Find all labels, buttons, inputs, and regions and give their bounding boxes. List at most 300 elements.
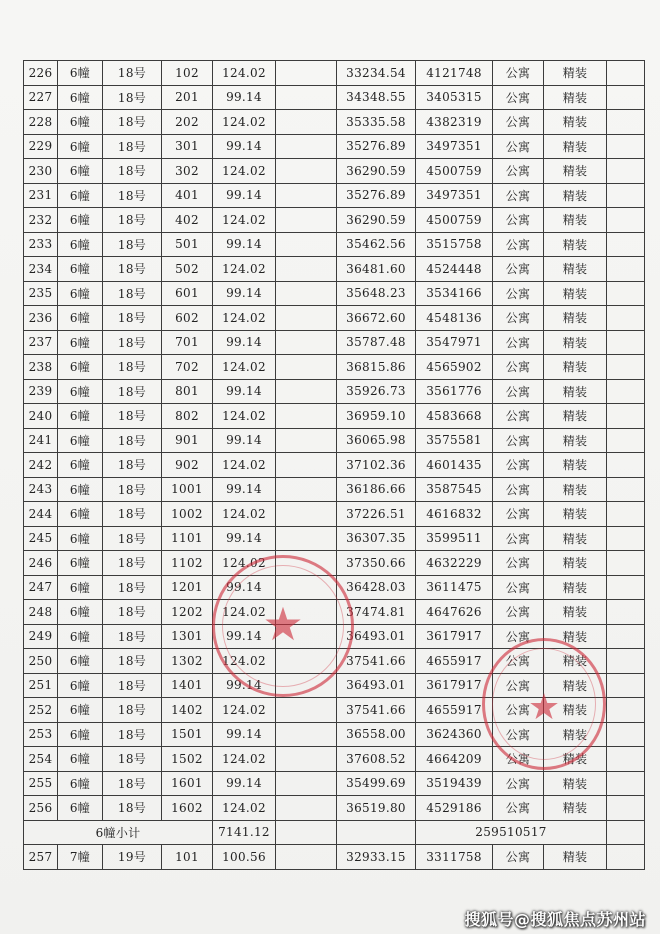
cell-room-number: 1401 xyxy=(162,673,213,698)
cell-building: 6幢 xyxy=(58,61,103,86)
cell-building: 6幢 xyxy=(58,698,103,723)
cell-blank-column xyxy=(607,502,645,527)
cell-unit-price: 37474.81 xyxy=(337,600,416,625)
cell-unit-price: 36481.60 xyxy=(337,257,416,282)
cell-unit: 18号 xyxy=(103,134,162,159)
table-row xyxy=(24,183,645,208)
cell-room-number: 1601 xyxy=(162,771,213,796)
table-row xyxy=(24,477,645,502)
cell-building: 6幢 xyxy=(58,722,103,747)
cell-unit-price: 36428.03 xyxy=(337,575,416,600)
cell-row-number: 232 xyxy=(24,208,58,233)
cell-decoration: 精装 xyxy=(544,698,607,723)
cell-blank-column xyxy=(276,306,337,331)
cell-room-number: 301 xyxy=(162,134,213,159)
cell-total-price: 4500759 xyxy=(416,159,493,184)
cell-blank-column xyxy=(276,624,337,649)
cell-blank-column xyxy=(276,673,337,698)
cell-blank-column xyxy=(276,404,337,429)
cell-blank-column xyxy=(607,355,645,380)
cell-area: 124.02 xyxy=(213,649,276,674)
cell-property-type: 公寓 xyxy=(493,453,544,478)
cell-blank-column xyxy=(276,845,337,870)
cell-decoration: 精装 xyxy=(544,526,607,551)
cell-row-number: 239 xyxy=(24,379,58,404)
cell-unit: 18号 xyxy=(103,281,162,306)
cell-row-number: 228 xyxy=(24,110,58,135)
cell-unit: 18号 xyxy=(103,428,162,453)
cell-area: 124.02 xyxy=(213,453,276,478)
cell-row-number: 226 xyxy=(24,61,58,86)
cell-total-price: 3497351 xyxy=(416,183,493,208)
cell-area: 124.02 xyxy=(213,404,276,429)
cell-property-type: 公寓 xyxy=(493,208,544,233)
cell-property-type: 公寓 xyxy=(493,673,544,698)
cell-building: 6幢 xyxy=(58,208,103,233)
cell-unit: 18号 xyxy=(103,649,162,674)
cell-decoration: 精装 xyxy=(544,796,607,821)
cell-decoration: 精装 xyxy=(544,208,607,233)
cell-unit: 18号 xyxy=(103,404,162,429)
cell-building: 6幢 xyxy=(58,85,103,110)
cell-blank-column xyxy=(276,330,337,355)
cell-unit-price: 36290.59 xyxy=(337,159,416,184)
cell-row-number: 238 xyxy=(24,355,58,380)
table-row xyxy=(24,281,645,306)
cell-building: 6幢 xyxy=(58,330,103,355)
cell-unit: 18号 xyxy=(103,747,162,772)
cell-row-number: 227 xyxy=(24,85,58,110)
cell-total-price: 3561776 xyxy=(416,379,493,404)
cell-blank-column xyxy=(276,551,337,576)
subtotal-price xyxy=(337,820,416,845)
cell-blank-column xyxy=(607,649,645,674)
table-row xyxy=(24,134,645,159)
cell-total-price: 3547971 xyxy=(416,330,493,355)
cell-total-price: 3575581 xyxy=(416,428,493,453)
cell-blank-column xyxy=(276,281,337,306)
cell-property-type: 公寓 xyxy=(493,845,544,870)
cell-unit: 18号 xyxy=(103,673,162,698)
cell-room-number: 1301 xyxy=(162,624,213,649)
seal-star-icon: ★ xyxy=(527,687,561,728)
cell-decoration: 精装 xyxy=(544,355,607,380)
cell-room-number: 201 xyxy=(162,85,213,110)
cell-total-price: 4655917 xyxy=(416,649,493,674)
cell-property-type: 公寓 xyxy=(493,428,544,453)
cell-decoration: 精装 xyxy=(544,551,607,576)
cell-total-price: 4664209 xyxy=(416,747,493,772)
cell-property-type: 公寓 xyxy=(493,257,544,282)
cell-area: 99.14 xyxy=(213,575,276,600)
cell-row-number: 229 xyxy=(24,134,58,159)
cell-property-type: 公寓 xyxy=(493,796,544,821)
cell-property-type: 公寓 xyxy=(493,600,544,625)
cell-room-number: 601 xyxy=(162,281,213,306)
cell-unit-price: 34348.55 xyxy=(337,85,416,110)
cell-decoration: 精装 xyxy=(544,183,607,208)
cell-property-type: 公寓 xyxy=(493,379,544,404)
cell-blank-column xyxy=(607,208,645,233)
cell-blank-column xyxy=(607,747,645,772)
cell-building: 6幢 xyxy=(58,624,103,649)
cell-unit: 18号 xyxy=(103,85,162,110)
cell-total-price: 3587545 xyxy=(416,477,493,502)
cell-decoration: 精装 xyxy=(544,502,607,527)
cell-blank-column xyxy=(276,257,337,282)
subtotal-total: 259510517 xyxy=(416,820,607,845)
cell-unit-price: 36672.60 xyxy=(337,306,416,331)
cell-building: 6幢 xyxy=(58,649,103,674)
cell-room-number: 502 xyxy=(162,257,213,282)
table-row xyxy=(24,428,645,453)
cell-decoration: 精装 xyxy=(544,747,607,772)
table-row xyxy=(24,404,645,429)
cell-property-type: 公寓 xyxy=(493,747,544,772)
cell-area: 99.14 xyxy=(213,771,276,796)
cell-decoration: 精装 xyxy=(544,306,607,331)
cell-area: 99.14 xyxy=(213,624,276,649)
cell-unit-price: 36959.10 xyxy=(337,404,416,429)
cell-room-number: 401 xyxy=(162,183,213,208)
cell-decoration: 精装 xyxy=(544,85,607,110)
cell-row-number: 252 xyxy=(24,698,58,723)
cell-property-type: 公寓 xyxy=(493,306,544,331)
cell-blank-column xyxy=(607,404,645,429)
cell-room-number: 1501 xyxy=(162,722,213,747)
cell-unit-price: 35462.56 xyxy=(337,232,416,257)
cell-unit-price: 36815.86 xyxy=(337,355,416,380)
cell-total-price: 3617917 xyxy=(416,673,493,698)
cell-row-number: 234 xyxy=(24,257,58,282)
cell-blank-column xyxy=(276,61,337,86)
cell-unit: 18号 xyxy=(103,600,162,625)
cell-blank-column xyxy=(276,355,337,380)
cell-row-number: 245 xyxy=(24,526,58,551)
cell-building: 6幢 xyxy=(58,379,103,404)
cell-room-number: 1602 xyxy=(162,796,213,821)
cell-unit-price: 37541.66 xyxy=(337,649,416,674)
cell-property-type: 公寓 xyxy=(493,330,544,355)
cell-area: 124.02 xyxy=(213,159,276,184)
table-row xyxy=(24,232,645,257)
cell-building: 6幢 xyxy=(58,551,103,576)
cell-blank-column xyxy=(276,796,337,821)
cell-area: 99.14 xyxy=(213,232,276,257)
cell-decoration: 精装 xyxy=(544,61,607,86)
cell-room-number: 701 xyxy=(162,330,213,355)
cell-room-number: 1101 xyxy=(162,526,213,551)
cell-building: 6幢 xyxy=(58,232,103,257)
cell-property-type: 公寓 xyxy=(493,551,544,576)
table-row xyxy=(24,159,645,184)
cell-total-price: 4121748 xyxy=(416,61,493,86)
table-row xyxy=(24,698,645,723)
cell-blank-column xyxy=(607,110,645,135)
cell-unit-price: 36307.35 xyxy=(337,526,416,551)
table-row xyxy=(24,379,645,404)
table-row xyxy=(24,796,645,821)
cell-unit-price: 37226.51 xyxy=(337,502,416,527)
cell-decoration: 精装 xyxy=(544,404,607,429)
cell-total-price: 4655917 xyxy=(416,698,493,723)
cell-room-number: 102 xyxy=(162,61,213,86)
cell-blank-column xyxy=(607,698,645,723)
cell-unit: 18号 xyxy=(103,355,162,380)
cell-unit-price: 36493.01 xyxy=(337,624,416,649)
cell-unit-price: 32933.15 xyxy=(337,845,416,870)
cell-area: 99.14 xyxy=(213,477,276,502)
cell-area: 124.02 xyxy=(213,551,276,576)
cell-total-price: 4632229 xyxy=(416,551,493,576)
price-list-table xyxy=(23,60,645,870)
cell-unit: 18号 xyxy=(103,722,162,747)
seal-star-icon: ★ xyxy=(262,597,304,651)
cell-blank-column xyxy=(276,428,337,453)
table-row xyxy=(24,575,645,600)
cell-total-price: 4583668 xyxy=(416,404,493,429)
cell-room-number: 1001 xyxy=(162,477,213,502)
cell-unit: 18号 xyxy=(103,502,162,527)
cell-total-price: 4548136 xyxy=(416,306,493,331)
cell-blank-column xyxy=(276,649,337,674)
cell-decoration: 精装 xyxy=(544,771,607,796)
cell-blank-column xyxy=(276,575,337,600)
cell-building: 6幢 xyxy=(58,526,103,551)
cell-room-number: 302 xyxy=(162,159,213,184)
cell-area: 99.14 xyxy=(213,428,276,453)
cell-building: 6幢 xyxy=(58,110,103,135)
table-row xyxy=(24,61,645,86)
cell-decoration: 精装 xyxy=(544,134,607,159)
cell-building: 6幢 xyxy=(58,747,103,772)
cell-building: 6幢 xyxy=(58,306,103,331)
cell-area: 124.02 xyxy=(213,600,276,625)
table-row xyxy=(24,257,645,282)
cell-unit-price: 36065.98 xyxy=(337,428,416,453)
cell-unit: 18号 xyxy=(103,796,162,821)
cell-decoration: 精装 xyxy=(544,845,607,870)
table-row xyxy=(24,624,645,649)
cell-blank-column xyxy=(607,306,645,331)
cell-room-number: 1102 xyxy=(162,551,213,576)
cell-blank-column xyxy=(607,330,645,355)
cell-area: 100.56 xyxy=(213,845,276,870)
cell-room-number: 1402 xyxy=(162,698,213,723)
cell-unit-price: 36290.59 xyxy=(337,208,416,233)
table-row xyxy=(24,453,645,478)
cell-unit-price: 37102.36 xyxy=(337,453,416,478)
cell-blank-column xyxy=(276,477,337,502)
cell-decoration: 精装 xyxy=(544,330,607,355)
cell-room-number: 1201 xyxy=(162,575,213,600)
cell-unit-price: 35787.48 xyxy=(337,330,416,355)
cell-unit: 18号 xyxy=(103,61,162,86)
table-row xyxy=(24,85,645,110)
price-list-body xyxy=(24,61,645,870)
cell-area: 124.02 xyxy=(213,502,276,527)
cell-unit-price: 37350.66 xyxy=(337,551,416,576)
cell-blank-column xyxy=(276,232,337,257)
cell-area: 124.02 xyxy=(213,355,276,380)
cell-total-price: 3519439 xyxy=(416,771,493,796)
cell-property-type: 公寓 xyxy=(493,404,544,429)
cell-blank-column xyxy=(607,477,645,502)
cell-blank-column xyxy=(607,428,645,453)
cell-blank-column xyxy=(607,624,645,649)
cell-unit: 18号 xyxy=(103,477,162,502)
cell-total-price: 4382319 xyxy=(416,110,493,135)
cell-unit: 18号 xyxy=(103,159,162,184)
cell-blank-column xyxy=(276,110,337,135)
cell-unit: 18号 xyxy=(103,379,162,404)
cell-area: 99.14 xyxy=(213,526,276,551)
cell-unit-price: 35335.58 xyxy=(337,110,416,135)
cell-room-number: 101 xyxy=(162,845,213,870)
cell-unit-price: 35276.89 xyxy=(337,134,416,159)
cell-total-price: 3611475 xyxy=(416,575,493,600)
table-row xyxy=(24,526,645,551)
cell-total-price: 4565902 xyxy=(416,355,493,380)
cell-blank-column xyxy=(607,771,645,796)
cell-area: 124.02 xyxy=(213,306,276,331)
cell-row-number: 237 xyxy=(24,330,58,355)
cell-area: 124.02 xyxy=(213,61,276,86)
cell-property-type: 公寓 xyxy=(493,649,544,674)
cell-area: 99.14 xyxy=(213,134,276,159)
cell-room-number: 202 xyxy=(162,110,213,135)
cell-total-price: 3405315 xyxy=(416,85,493,110)
cell-room-number: 1502 xyxy=(162,747,213,772)
cell-blank-column xyxy=(276,747,337,772)
cell-area: 124.02 xyxy=(213,747,276,772)
table-row xyxy=(24,208,645,233)
cell-property-type: 公寓 xyxy=(493,526,544,551)
cell-unit: 18号 xyxy=(103,698,162,723)
cell-property-type: 公寓 xyxy=(493,61,544,86)
cell-row-number: 250 xyxy=(24,649,58,674)
cell-blank-column xyxy=(607,453,645,478)
cell-blank-column xyxy=(276,85,337,110)
cell-row-number: 231 xyxy=(24,183,58,208)
cell-blank-column xyxy=(276,771,337,796)
cell-decoration: 精装 xyxy=(544,257,607,282)
cell-blank-column xyxy=(607,526,645,551)
cell-unit: 18号 xyxy=(103,257,162,282)
cell-blank-column xyxy=(276,379,337,404)
cell-total-price: 4500759 xyxy=(416,208,493,233)
cell-total-price: 3497351 xyxy=(416,134,493,159)
table-row xyxy=(24,110,645,135)
cell-decoration: 精装 xyxy=(544,428,607,453)
cell-row-number: 240 xyxy=(24,404,58,429)
cell-property-type: 公寓 xyxy=(493,624,544,649)
table-row xyxy=(24,600,645,625)
cell-area: 99.14 xyxy=(213,673,276,698)
cell-blank-column xyxy=(276,502,337,527)
cell-property-type: 公寓 xyxy=(493,232,544,257)
cell-unit-price: 37608.52 xyxy=(337,747,416,772)
cell-building: 6幢 xyxy=(58,796,103,821)
cell-room-number: 901 xyxy=(162,428,213,453)
cell-decoration: 精装 xyxy=(544,232,607,257)
cell-unit-price: 35499.69 xyxy=(337,771,416,796)
cell-unit: 18号 xyxy=(103,208,162,233)
cell-blank-column xyxy=(607,575,645,600)
cell-blank-column xyxy=(607,722,645,747)
cell-building: 6幢 xyxy=(58,502,103,527)
cell-building: 6幢 xyxy=(58,477,103,502)
cell-blank-column xyxy=(607,379,645,404)
cell-unit-price: 36493.01 xyxy=(337,673,416,698)
cell-row-number: 243 xyxy=(24,477,58,502)
cell-blank-column xyxy=(276,526,337,551)
cell-property-type: 公寓 xyxy=(493,722,544,747)
cell-blank-column xyxy=(276,183,337,208)
cell-building: 6幢 xyxy=(58,257,103,282)
cell-unit-price: 36519.80 xyxy=(337,796,416,821)
cell-total-price: 3617917 xyxy=(416,624,493,649)
cell-decoration: 精装 xyxy=(544,649,607,674)
watermark-text: 搜狐号@搜狐焦点苏州站 xyxy=(464,910,646,929)
cell-building: 6幢 xyxy=(58,673,103,698)
cell-unit-price: 33234.54 xyxy=(337,61,416,86)
cell-blank-column xyxy=(607,232,645,257)
cell-unit: 18号 xyxy=(103,551,162,576)
cell-unit-price: 36558.00 xyxy=(337,722,416,747)
cell-unit-price: 36186.66 xyxy=(337,477,416,502)
cell-row-number: 233 xyxy=(24,232,58,257)
cell-unit: 18号 xyxy=(103,110,162,135)
cell-building: 6幢 xyxy=(58,134,103,159)
cell-blank-column xyxy=(276,698,337,723)
cell-blank-column xyxy=(276,208,337,233)
table-row xyxy=(24,673,645,698)
cell-decoration: 精装 xyxy=(544,624,607,649)
cell-row-number: 255 xyxy=(24,771,58,796)
cell-blank-column xyxy=(276,820,337,845)
table-row xyxy=(24,747,645,772)
cell-blank-column xyxy=(607,85,645,110)
cell-decoration: 精装 xyxy=(544,453,607,478)
cell-unit: 18号 xyxy=(103,453,162,478)
subtotal-area: 7141.12 xyxy=(213,820,276,845)
cell-decoration: 精装 xyxy=(544,159,607,184)
cell-decoration: 精装 xyxy=(544,477,607,502)
cell-row-number: 248 xyxy=(24,600,58,625)
cell-blank-column xyxy=(607,820,645,845)
table-row xyxy=(24,845,645,870)
cell-unit: 18号 xyxy=(103,183,162,208)
cell-building: 6幢 xyxy=(58,281,103,306)
cell-building: 6幢 xyxy=(58,404,103,429)
cell-total-price: 4616832 xyxy=(416,502,493,527)
cell-unit-price: 35276.89 xyxy=(337,183,416,208)
cell-total-price: 4647626 xyxy=(416,600,493,625)
cell-area: 124.02 xyxy=(213,110,276,135)
cell-total-price: 3534166 xyxy=(416,281,493,306)
cell-unit: 18号 xyxy=(103,232,162,257)
cell-total-price: 3599511 xyxy=(416,526,493,551)
cell-blank-column xyxy=(276,600,337,625)
cell-blank-column xyxy=(276,159,337,184)
cell-building: 6幢 xyxy=(58,355,103,380)
cell-decoration: 精装 xyxy=(544,575,607,600)
cell-blank-column xyxy=(276,722,337,747)
cell-room-number: 501 xyxy=(162,232,213,257)
cell-blank-column xyxy=(276,453,337,478)
cell-blank-column xyxy=(607,281,645,306)
